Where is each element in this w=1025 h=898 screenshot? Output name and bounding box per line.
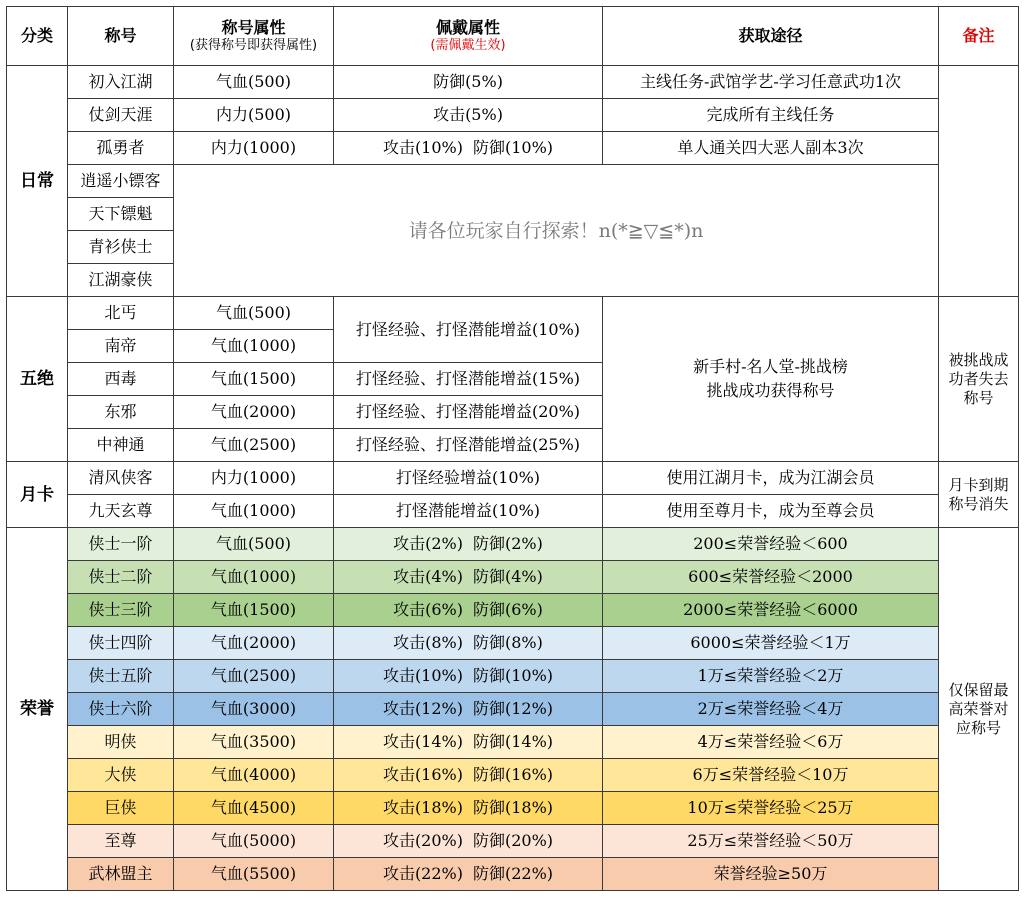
note-cell: 仅保留最高荣誉对应称号 <box>939 528 1019 891</box>
wear-defense: 防御(8%) <box>473 633 543 652</box>
wear-attr <box>334 858 603 891</box>
wear-attr <box>334 726 603 759</box>
title-name: 侠士四阶 <box>68 627 174 660</box>
title-name: 逍遥小镖客 <box>68 165 174 198</box>
title-name: 侠士二阶 <box>68 561 174 594</box>
source-cell: 200≤荣誉经验＜600 <box>603 528 939 561</box>
title-name: 九天玄尊 <box>68 495 174 528</box>
table-row <box>7 165 1019 198</box>
wear-defense: 防御(20%) <box>473 831 554 850</box>
title-attr: 气血(4000) <box>174 759 334 792</box>
wear-attack: 攻击(8%) <box>393 633 463 652</box>
wear-attack: 攻击(2%) <box>393 534 463 553</box>
title-name: 至尊 <box>68 825 174 858</box>
title-name: 侠士六阶 <box>68 693 174 726</box>
title-attr: 气血(1500) <box>174 363 334 396</box>
wear-defense: 防御(4%) <box>473 567 543 586</box>
table-row <box>7 660 1019 693</box>
title-name: 侠士五阶 <box>68 660 174 693</box>
explore-message: 请各位玩家自行探索！n(*≧▽≦*)n <box>174 165 939 297</box>
title-attr: 气血(2000) <box>174 627 334 660</box>
wear-attack: 攻击(22%) <box>382 864 463 883</box>
title-name: 西毒 <box>68 363 174 396</box>
wear-defense: 防御(10%) <box>473 666 554 685</box>
header-wear-attr-label: 佩戴属性 <box>435 18 500 37</box>
wear-attr <box>334 132 603 165</box>
header-title-attr <box>174 7 334 66</box>
wear-defense: 防御(2%) <box>473 534 543 553</box>
header-title-attr-label: 称号属性 <box>221 18 286 37</box>
wear-attr <box>334 759 603 792</box>
title-name: 清风侠客 <box>68 462 174 495</box>
wear-attr: 打怪经验增益(10%) <box>334 462 603 495</box>
title-attr: 气血(1000) <box>174 561 334 594</box>
source-cell: 25万≤荣誉经验＜50万 <box>603 825 939 858</box>
title-attr: 内力(1000) <box>174 132 334 165</box>
wear-defense: 防御(14%) <box>473 732 554 751</box>
table-row <box>7 726 1019 759</box>
wear-attack: 攻击(16%) <box>382 765 463 784</box>
title-attr: 内力(1000) <box>174 462 334 495</box>
table-row <box>7 627 1019 660</box>
title-attr: 气血(5000) <box>174 825 334 858</box>
wear-attr: 打怪潜能增益(10%) <box>334 495 603 528</box>
category-cell: 月卡 <box>7 462 68 528</box>
source-cell: 6万≤荣誉经验＜10万 <box>603 759 939 792</box>
wear-defense: 防御(10%) <box>473 138 554 157</box>
header-title-attr-sub: (获得称号即获得属性) <box>189 38 318 53</box>
category-cell: 荣誉 <box>7 528 68 891</box>
source-line: 挑战成功获得称号 <box>706 381 835 400</box>
honor-section <box>7 528 1019 891</box>
title-name: 仗剑天涯 <box>68 99 174 132</box>
title-attr: 气血(1000) <box>174 495 334 528</box>
wear-attack: 攻击(10%) <box>382 138 463 157</box>
title-attr: 气血(500) <box>174 66 334 99</box>
source-cell: 使用至尊月卡，成为至尊会员 <box>603 495 939 528</box>
source-cell: 单人通关四大恶人副本3次 <box>603 132 939 165</box>
wear-attr: 打怪经验、打怪潜能增益(25%) <box>334 429 603 462</box>
category-cell: 日常 <box>7 66 68 297</box>
wear-attr <box>334 825 603 858</box>
table-row <box>7 495 1019 528</box>
header-wear-attr-sub: (需佩戴生效) <box>430 38 506 53</box>
title-attr: 内力(500) <box>174 99 334 132</box>
title-attr: 气血(1500) <box>174 594 334 627</box>
wear-attr: 打怪经验、打怪潜能增益(10%) <box>334 297 603 363</box>
source-cell: 完成所有主线任务 <box>603 99 939 132</box>
source-cell: 10万≤荣誉经验＜25万 <box>603 792 939 825</box>
wear-attr: 防御(5%) <box>334 66 603 99</box>
title-name: 江湖豪侠 <box>68 264 174 297</box>
title-attr: 气血(3500) <box>174 726 334 759</box>
source-cell: 4万≤荣誉经验＜6万 <box>603 726 939 759</box>
table-row <box>7 297 1019 330</box>
title-name: 青衫侠士 <box>68 231 174 264</box>
title-attr: 气血(500) <box>174 297 334 330</box>
title-name: 中神通 <box>68 429 174 462</box>
title-attr: 气血(2500) <box>174 429 334 462</box>
title-name: 巨侠 <box>68 792 174 825</box>
header-wear-attr <box>334 7 603 66</box>
title-attr: 气血(2000) <box>174 396 334 429</box>
wear-defense: 防御(22%) <box>473 864 554 883</box>
wear-attr <box>334 792 603 825</box>
wear-attr <box>334 561 603 594</box>
table-row <box>7 693 1019 726</box>
table-row <box>7 99 1019 132</box>
table-row <box>7 561 1019 594</box>
category-cell: 五绝 <box>7 297 68 462</box>
wear-attr: 打怪经验、打怪潜能增益(20%) <box>334 396 603 429</box>
table-row <box>7 66 1019 99</box>
title-attr: 气血(1000) <box>174 330 334 363</box>
wear-attr <box>334 528 603 561</box>
table-row <box>7 825 1019 858</box>
title-attr: 气血(5500) <box>174 858 334 891</box>
title-name: 大侠 <box>68 759 174 792</box>
header-row <box>7 7 1019 66</box>
table-row <box>7 792 1019 825</box>
wear-attr <box>334 660 603 693</box>
title-name: 初入江湖 <box>68 66 174 99</box>
table-row <box>7 528 1019 561</box>
source-line: 新手村-名人堂-挑战榜 <box>693 357 848 376</box>
title-attr: 气血(4500) <box>174 792 334 825</box>
table-row <box>7 759 1019 792</box>
table-row <box>7 462 1019 495</box>
source-cell: 荣誉经验≥50万 <box>603 858 939 891</box>
source-cell: 2万≤荣誉经验＜4万 <box>603 693 939 726</box>
title-name: 南帝 <box>68 330 174 363</box>
table-row <box>7 594 1019 627</box>
wear-attr: 打怪经验、打怪潜能增益(15%) <box>334 363 603 396</box>
wear-defense: 防御(18%) <box>473 798 554 817</box>
header-title: 称号 <box>68 7 174 66</box>
title-attr: 气血(3000) <box>174 693 334 726</box>
table-row <box>7 132 1019 165</box>
title-name: 明侠 <box>68 726 174 759</box>
title-name: 武林盟主 <box>68 858 174 891</box>
note-cell-empty <box>939 66 1019 297</box>
title-name: 东邪 <box>68 396 174 429</box>
header-source: 获取途径 <box>603 7 939 66</box>
note-cell: 被挑战成功者失去称号 <box>939 297 1019 462</box>
wear-defense: 防御(6%) <box>473 600 543 619</box>
title-attr: 气血(2500) <box>174 660 334 693</box>
wear-attr <box>334 693 603 726</box>
header-category: 分类 <box>7 7 68 66</box>
wear-attr <box>334 594 603 627</box>
source-cell: 主线任务-武馆学艺-学习任意武功1次 <box>603 66 939 99</box>
wear-attack: 攻击(12%) <box>382 699 463 718</box>
title-name: 北丐 <box>68 297 174 330</box>
wear-defense: 防御(12%) <box>473 699 554 718</box>
source-cell: 1万≤荣誉经验＜2万 <box>603 660 939 693</box>
source-cell: 2000≤荣誉经验＜6000 <box>603 594 939 627</box>
wear-attack: 攻击(10%) <box>382 666 463 685</box>
wear-attack: 攻击(4%) <box>393 567 463 586</box>
title-name: 侠士一阶 <box>68 528 174 561</box>
wear-attack: 攻击(20%) <box>382 831 463 850</box>
wear-attr <box>334 627 603 660</box>
wear-defense: 防御(16%) <box>473 765 554 784</box>
wear-attack: 攻击(14%) <box>382 732 463 751</box>
wear-attack: 攻击(18%) <box>382 798 463 817</box>
title-name: 孤勇者 <box>68 132 174 165</box>
source-cell: 600≤荣誉经验＜2000 <box>603 561 939 594</box>
wear-attack: 攻击(6%) <box>393 600 463 619</box>
wear-attr: 攻击(5%) <box>334 99 603 132</box>
note-cell: 月卡到期称号消失 <box>939 462 1019 528</box>
titles-table <box>6 6 1019 891</box>
title-name: 天下镖魁 <box>68 198 174 231</box>
table-row <box>7 858 1019 891</box>
header-note: 备注 <box>939 7 1019 66</box>
source-cell: 使用江湖月卡，成为江湖会员 <box>603 462 939 495</box>
title-name: 侠士三阶 <box>68 594 174 627</box>
source-cell: 6000≤荣誉经验＜1万 <box>603 627 939 660</box>
title-attr: 气血(500) <box>174 528 334 561</box>
source-cell <box>603 297 939 462</box>
